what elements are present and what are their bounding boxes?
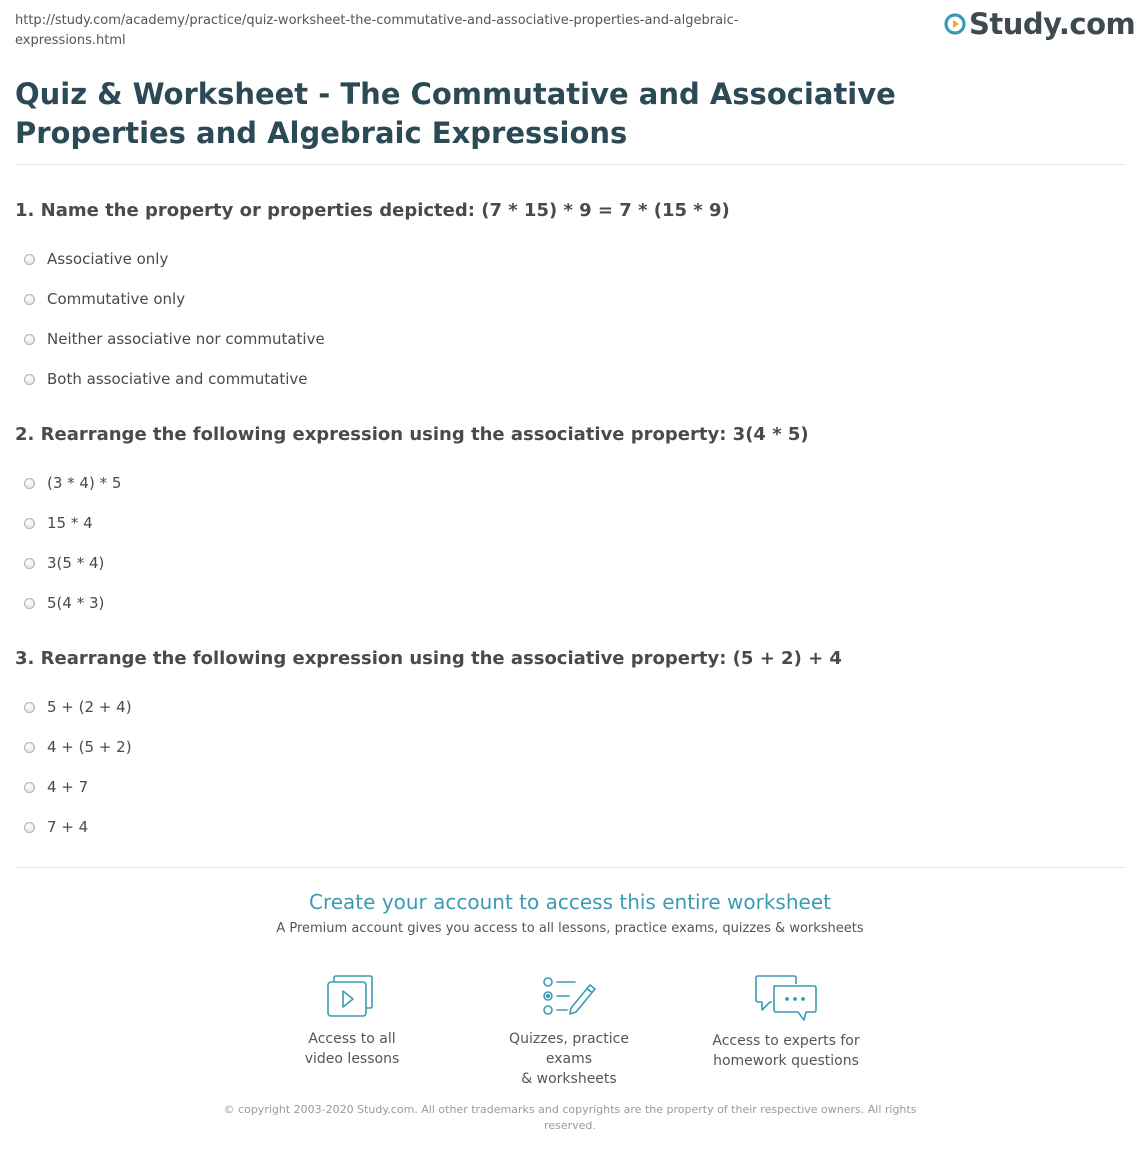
title-divider [15, 164, 1125, 165]
answer-option[interactable] [15, 279, 1125, 319]
radio-button-icon[interactable] [24, 558, 35, 569]
quiz-checklist-icon [540, 972, 598, 1020]
chat-bubbles-icon [754, 972, 818, 1022]
answer-label: 7 + 4 [47, 818, 89, 836]
radio-button-icon[interactable] [24, 702, 35, 713]
study-logo[interactable] [944, 6, 1135, 42]
radio-button-icon[interactable] [24, 478, 35, 489]
answer-label: Neither associative nor commutative [47, 330, 325, 348]
answer-option[interactable] [15, 727, 1125, 767]
question-1 [15, 198, 1125, 399]
answer-options [15, 687, 1125, 847]
question-text: 1. Name the property or properties depicted: (7 * 15) * 9 = 7 * (15 * 9) [15, 200, 730, 221]
answer-option[interactable] [15, 319, 1125, 359]
feature-video-lessons [252, 972, 452, 1069]
copyright-text: © copyright 2003-2020 Study.com. All other trademarks and copyrights are the property of their respective owners. All rights reserved. [223, 1103, 917, 1132]
radio-button-icon[interactable] [24, 374, 35, 385]
answer-option[interactable] [15, 463, 1125, 503]
answer-option[interactable] [15, 583, 1125, 623]
feature-label-line: Access to experts for [712, 1033, 860, 1049]
logo-text: Study.com [969, 7, 1136, 41]
feature-label-line: Quizzes, practice exams [509, 1031, 629, 1067]
radio-button-icon[interactable] [24, 334, 35, 345]
page-url: http://study.com/academy/practice/quiz-worksheet-the-commutative-and-associative-properties-and-algebraic-expressions.html [15, 13, 739, 48]
create-account-link[interactable]: Create your account to access this entire worksheet [309, 890, 831, 914]
answer-label: Associative only [47, 250, 169, 268]
answer-label: 4 + 7 [47, 778, 89, 796]
feature-experts [686, 972, 886, 1071]
premium-description: A Premium account gives you access to all lessons, practice exams, quizzes & worksheets [276, 921, 864, 936]
radio-button-icon[interactable] [24, 294, 35, 305]
feature-label-line: video lessons [304, 1051, 400, 1067]
answer-label: 15 * 4 [47, 514, 93, 532]
feature-quizzes [469, 972, 669, 1089]
answer-label: (3 * 4) * 5 [47, 474, 122, 492]
answer-label: 5 + (2 + 4) [47, 698, 132, 716]
answer-option[interactable] [15, 687, 1125, 727]
answer-label: Commutative only [47, 290, 186, 308]
section-divider [15, 867, 1125, 868]
radio-button-icon[interactable] [24, 598, 35, 609]
question-3 [15, 646, 1125, 847]
page-title: Quiz & Worksheet - The Commutative and Associative Properties and Algebraic Expressions [15, 77, 896, 150]
question-text: 3. Rearrange the following expression using the associative property: (5 + 2) + 4 [15, 648, 842, 669]
radio-button-icon[interactable] [24, 742, 35, 753]
play-circle-icon [944, 13, 966, 35]
feature-label-line: Access to all [308, 1031, 396, 1047]
question-2 [15, 422, 1125, 623]
answer-label: 4 + (5 + 2) [47, 738, 132, 756]
video-lessons-icon [326, 972, 378, 1020]
radio-button-icon[interactable] [24, 254, 35, 265]
answer-option[interactable] [15, 807, 1125, 847]
answer-option[interactable] [15, 503, 1125, 543]
feature-label-line: homework questions [713, 1053, 859, 1069]
answer-options [15, 239, 1125, 399]
answer-label: Both associative and commutative [47, 370, 308, 388]
radio-button-icon[interactable] [24, 518, 35, 529]
answer-option[interactable] [15, 359, 1125, 399]
radio-button-icon[interactable] [24, 782, 35, 793]
feature-label-line: & worksheets [521, 1071, 617, 1087]
question-text: 2. Rearrange the following expression using the associative property: 3(4 * 5) [15, 424, 809, 445]
answer-label: 5(4 * 3) [47, 594, 105, 612]
answer-option[interactable] [15, 543, 1125, 583]
radio-button-icon[interactable] [24, 822, 35, 833]
answer-options [15, 463, 1125, 623]
answer-option[interactable] [15, 767, 1125, 807]
answer-label: 3(5 * 4) [47, 554, 105, 572]
answer-option[interactable] [15, 239, 1125, 279]
